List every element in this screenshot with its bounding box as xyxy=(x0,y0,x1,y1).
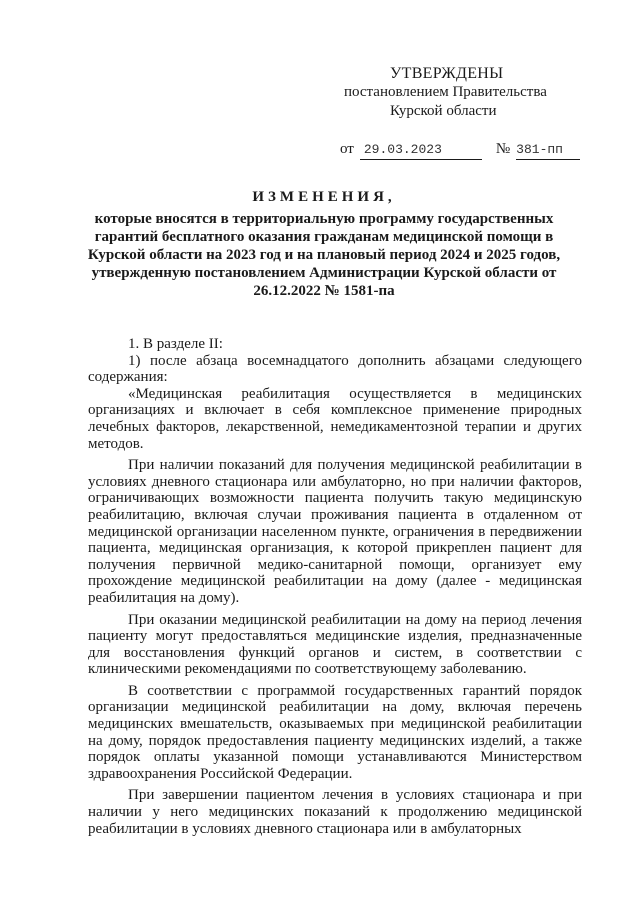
resolution-label: постановлением Правительства xyxy=(344,84,547,100)
document-title: ИЗМЕНЕНИЯ, xyxy=(252,189,396,205)
paragraph: 1) после абзаца восемнадцатого дополнить абзацами следующего содержания: xyxy=(88,352,582,386)
resolution-date: 29.03.2023 xyxy=(360,140,482,160)
paragraph: При наличии показаний для получения медицинской реабилитации в условиях дневного стационара или амбулаторно, но при наличии факторов, ограничивающих возможности пациента получить такую медицинскую реабилитацию, включая случаи проживания пациента в отдаленном от медицинской организации населенном пункте, ограничения в передвижении пациента, медицинская организация, к которой прикреплен пациент для получения первичной медико-санитарной помощи, организует ему прохождение медицинской реабилитации на дому (далее - медицинская реабилитация на дому). xyxy=(88,457,582,606)
date-number-line xyxy=(340,140,620,160)
document-subtitle: которые вносятся в территориальную программу государственных гарантий бесплатного оказания гражданам медицинской помощи в Курской области на 2023 год и на плановый период 2024 и 2025 годов, утвержденную постановлением Администрации Курской области от 26.12.2022 № 1581-па xyxy=(87,211,561,299)
from-label: от xyxy=(340,141,354,157)
paragraph: В соответствии с программой государственных гарантий порядок организации медицинской реабилитации на дому, включая перечень медицинских вмешательств, оказываемых при медицинской реабилитации на дому, порядок предоставления пациенту медицинских изделий, а также порядок оплаты указанной помощи устанавливаются Министерством здравоохранения Российской Федерации. xyxy=(88,682,582,782)
paragraph: «Медицинская реабилитация осуществляется в медицинских организациях и включает в себя комплексное применение природных лечебных факторов, лекарственной, немедикаментозной терапии и других методов. xyxy=(88,385,582,452)
resolution-number: 381-пп xyxy=(516,140,580,160)
paragraph: 1. В разделе II: xyxy=(128,336,223,352)
paragraph: При оказании медицинской реабилитации на дому на период лечения пациенту могут предоставляться медицинские изделия, предназначенные для восстановления функций органов и систем, в соответствии с клиническими рекомендациями по соответствующему заболеванию. xyxy=(88,611,582,678)
document-header xyxy=(74,188,574,300)
number-sign: № xyxy=(495,141,511,157)
region-label: Курской области xyxy=(390,103,497,119)
document-body xyxy=(88,336,582,837)
paragraph: При завершении пациентом лечения в условиях стационара и при наличии у него медицинских показаний к продолжению медицинской реабилитации в условиях дневного стационара или в амбулаторных xyxy=(88,787,582,837)
approved-label: УТВЕРЖДЕНЫ xyxy=(390,65,504,82)
approval-stamp xyxy=(340,64,620,160)
